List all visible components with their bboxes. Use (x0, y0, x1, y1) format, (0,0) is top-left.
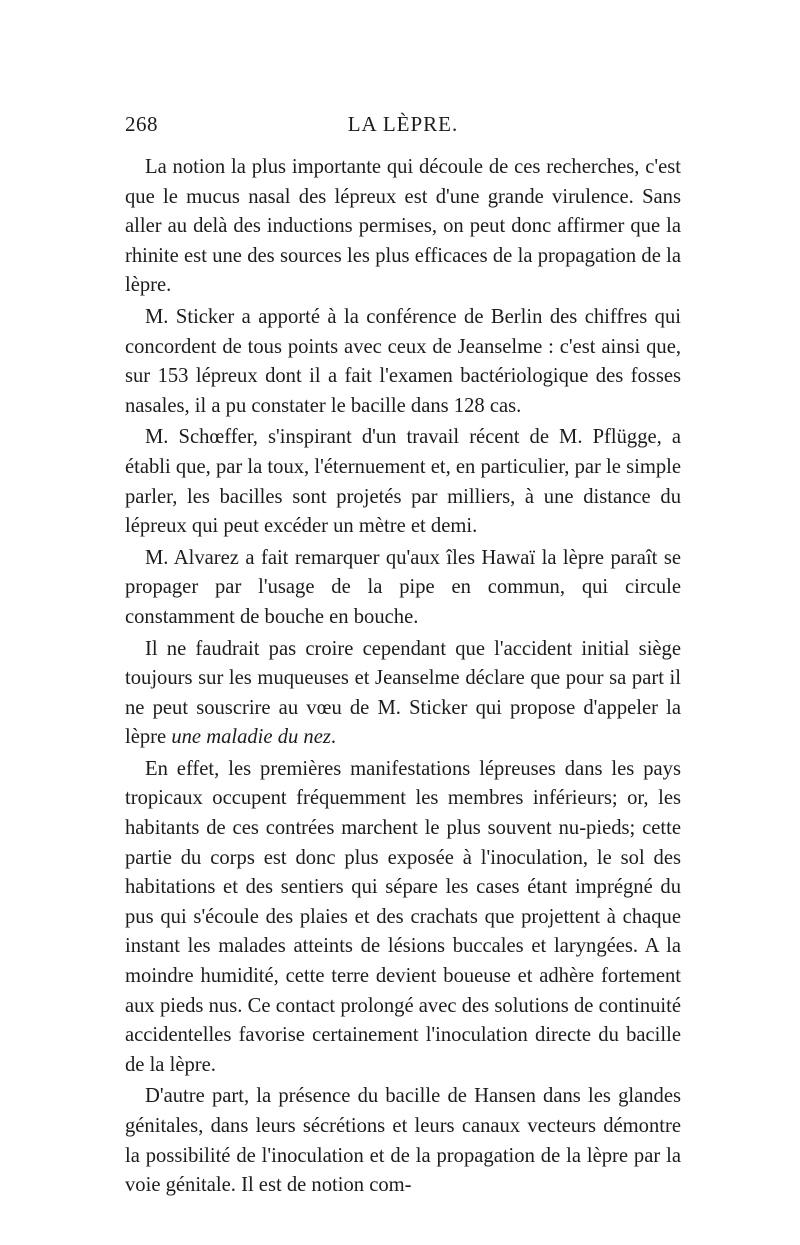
paragraph: La notion la plus importante qui découle de ces recherches, c'est que le mucus nasal des lépreux est d'une grande virulence. Sans aller au delà des inductions permises, on peut donc affirmer que la rhinite est une des sources les plus efficaces de la propagation de la lèpre. (125, 156, 681, 297)
paragraph: D'autre part, la présence du bacille de Hansen dans les glandes génitales, dans leurs sécrétions et leurs canaux vecteurs démontre la possibilité de l'inoculation et de la propagation de la lèpre par la voie génitale. Il est de notion com- (125, 1085, 681, 1197)
page-number: 268 (125, 112, 158, 136)
paragraph: M. Schœffer, s'inspirant d'un travail récent de M. Pflügge, a établi que, par la toux, l'éternuement et, en particulier, par le simple parler, les bacilles sont projetés par milliers, à une distance du lépreux qui peut excéder un mètre et demi. (125, 426, 681, 538)
paragraph-text: . (330, 726, 337, 749)
paragraph-text: Il ne faudrait pas croire cependant que l'accident initial siège toujours sur les muqueuses et Jeanselme déclare que pour sa part il ne peut souscrire au vœu de M. Sticker qui propose d'appeler la lèpre (125, 637, 681, 749)
italic-phrase: une maladie du nez (171, 726, 331, 749)
running-title: LA LÈPRE. (347, 112, 459, 136)
paragraph: En effet, les premières manifestations lépreuses dans les pays tropicaux occupent fréquemment les membres inférieurs; or, les habitants de ces contrées marchent le plus souvent nu-pieds; cette partie du corps est donc plus exposée à l'inoculation, le sol des habitations et des sentiers qui sépare les cases étant imprégné du pus qui s'écoule des plaies et des crachats que projettent à chaque instant les malades atteints de lésions buccales et laryngées. A la moindre humidité, cette terre devient boueuse et adhère fortement aux pieds nus. Ce contact prolongé avec des solutions de continuité accidentelles favorise certainement l'inoculation directe du bacille de la lèpre. (125, 757, 681, 1076)
paragraph: M. Sticker a apporté à la conférence de Berlin des chiffres qui concordent de tous points avec ceux de Jeanselme : c'est ainsi que, sur 153 lépreux dont il a fait l'examen bactériologique des fosses nasales, il a pu constater le bacille dans 128 cas. (125, 305, 681, 417)
paragraph (125, 635, 681, 753)
page-body (125, 153, 681, 1203)
page-header (125, 112, 681, 142)
paragraph: M. Alvarez a fait remarquer qu'aux îles Hawaï la lèpre paraît se propager par l'usage de la pipe en commun, qui circule constamment de bouche en bouche. (125, 546, 681, 628)
